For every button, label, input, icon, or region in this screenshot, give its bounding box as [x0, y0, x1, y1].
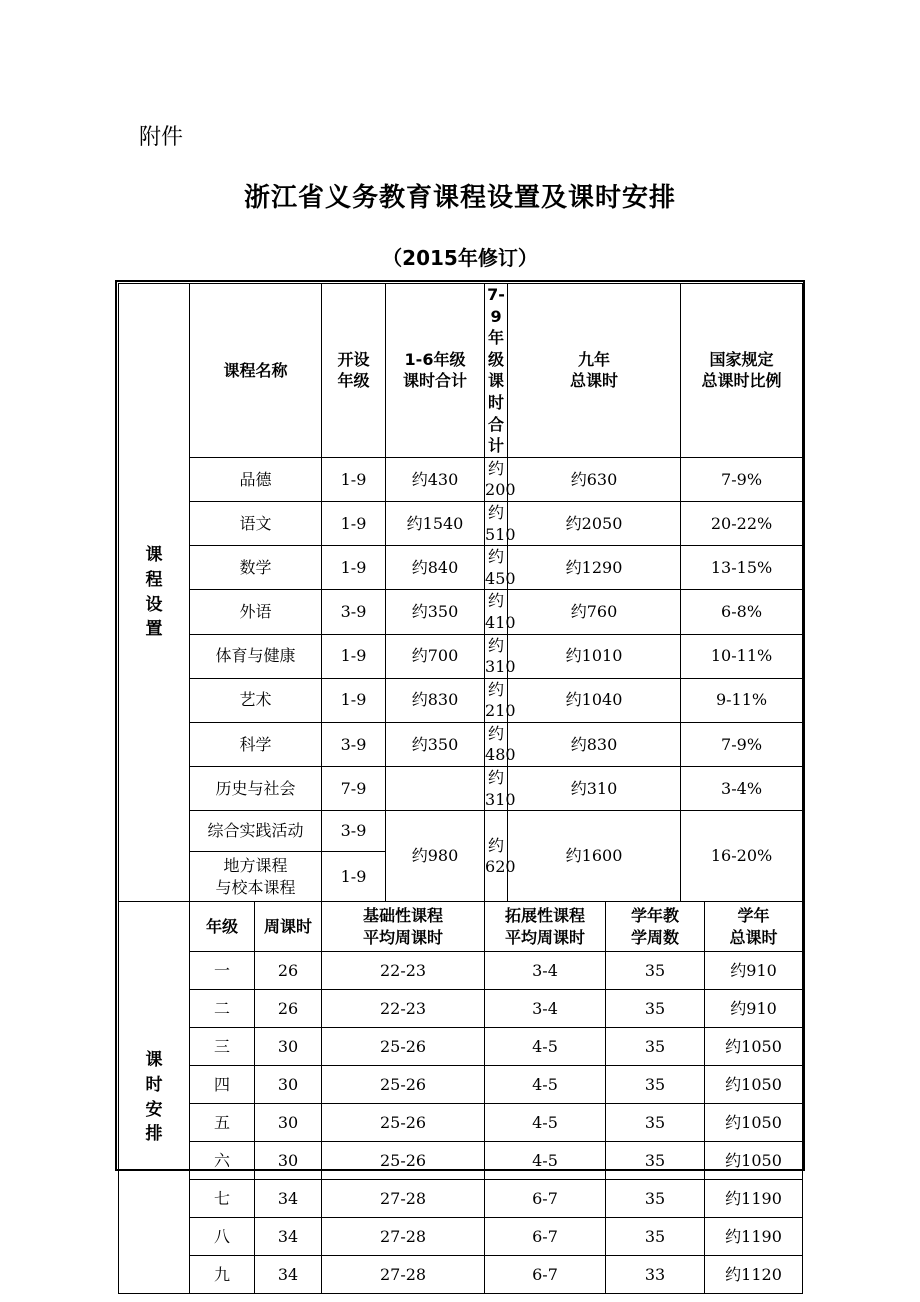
cell-national-ratio: 7-9%: [681, 722, 803, 766]
cell-teaching-weeks: 35: [606, 1180, 705, 1218]
attachment-label: 附件: [139, 125, 184, 150]
cell-extended-weekly-hours: 3-4: [485, 990, 606, 1028]
section-label-courses: [119, 284, 190, 902]
cell-weekly-hours: 26: [255, 990, 322, 1028]
header-national-ratio: 国家规定 总课时比例: [681, 284, 803, 458]
table-row: [119, 634, 803, 678]
header-total-hours-9yr: 九年 总课时: [508, 284, 681, 458]
cell-hours-grade-7-9: 约210: [485, 678, 508, 722]
cell-start-grade: 1-9: [322, 852, 386, 902]
cell-basic-weekly-hours: 25-26: [322, 1142, 485, 1180]
cell-basic-weekly-hours: 22-23: [322, 990, 485, 1028]
cell-extended-weekly-hours: 3-4: [485, 952, 606, 990]
table-row: [119, 501, 803, 545]
cell-hours-grade-1-6: 约430: [386, 457, 485, 501]
table-row: [119, 284, 803, 458]
cell-grade: 六: [190, 1142, 255, 1180]
cell-hours-grade-7-9: 约200: [485, 457, 508, 501]
header-extended-weekly-hours: 拓展性课程 平均周课时: [485, 902, 606, 952]
cell-grade: 三: [190, 1028, 255, 1066]
table-row: [119, 1028, 803, 1066]
cell-total-hours-9yr: 约830: [508, 722, 681, 766]
document-subtitle: （2015年修订）: [382, 246, 538, 270]
header-start-grade: 开设 年级: [322, 284, 386, 458]
cell-start-grade: 1-9: [322, 634, 386, 678]
cell-teaching-weeks: 35: [606, 1104, 705, 1142]
cell-weekly-hours: 30: [255, 1028, 322, 1066]
cell-annual-hours: 约1050: [705, 1104, 803, 1142]
cell-basic-weekly-hours: 22-23: [322, 952, 485, 990]
cell-weekly-hours: 34: [255, 1218, 322, 1256]
cell-hours-grade-1-6: 约350: [386, 590, 485, 634]
cell-course-name: 数学: [190, 546, 322, 590]
cell-hours-grade-7-9: 约510: [485, 501, 508, 545]
cell-total-hours-9yr: 约1600: [508, 811, 681, 902]
cell-total-hours-9yr: 约1010: [508, 634, 681, 678]
cell-start-grade: 1-9: [322, 678, 386, 722]
cell-annual-hours: 约1050: [705, 1142, 803, 1180]
table-row: [119, 722, 803, 766]
curriculum-table: [118, 283, 803, 1294]
table-row: [119, 590, 803, 634]
table-row: [119, 811, 803, 852]
section-label-courses-text: 课程设置: [145, 545, 163, 640]
table-row: [119, 546, 803, 590]
cell-total-hours-9yr: 约1290: [508, 546, 681, 590]
table-row: [119, 990, 803, 1028]
cell-course-name: 品德: [190, 457, 322, 501]
cell-grade: 四: [190, 1066, 255, 1104]
cell-course-name: 体育与健康: [190, 634, 322, 678]
table-row: [119, 767, 803, 811]
header-teaching-weeks: 学年教 学周数: [606, 902, 705, 952]
cell-start-grade: 1-9: [322, 546, 386, 590]
cell-total-hours-9yr: 约2050: [508, 501, 681, 545]
cell-hours-grade-1-6: 约830: [386, 678, 485, 722]
curriculum-table-frame: [115, 280, 805, 1284]
cell-start-grade: 1-9: [322, 457, 386, 501]
cell-start-grade: 7-9: [322, 767, 386, 811]
cell-annual-hours: 约910: [705, 990, 803, 1028]
cell-hours-grade-7-9: 约410: [485, 590, 508, 634]
cell-course-name: 地方课程 与校本课程: [190, 852, 322, 902]
table-row: [119, 1256, 803, 1294]
cell-national-ratio: 9-11%: [681, 678, 803, 722]
cell-national-ratio: 13-15%: [681, 546, 803, 590]
section-label-hours-text: 课时安排: [145, 1050, 163, 1145]
cell-course-name: 历史与社会: [190, 767, 322, 811]
header-hours-grade-1-6: 1-6年级 课时合计: [386, 284, 485, 458]
cell-grade: 八: [190, 1218, 255, 1256]
cell-total-hours-9yr: 约1040: [508, 678, 681, 722]
cell-extended-weekly-hours: 4-5: [485, 1028, 606, 1066]
cell-basic-weekly-hours: 27-28: [322, 1218, 485, 1256]
cell-teaching-weeks: 35: [606, 1028, 705, 1066]
cell-course-name: 科学: [190, 722, 322, 766]
cell-start-grade: 3-9: [322, 722, 386, 766]
header-weekly-hours: 周课时: [255, 902, 322, 952]
table-row: [119, 1180, 803, 1218]
cell-hours-grade-7-9: 约310: [485, 634, 508, 678]
table-row: [119, 457, 803, 501]
cell-annual-hours: 约1050: [705, 1028, 803, 1066]
cell-basic-weekly-hours: 25-26: [322, 1066, 485, 1104]
cell-basic-weekly-hours: 27-28: [322, 1256, 485, 1294]
cell-basic-weekly-hours: 27-28: [322, 1180, 485, 1218]
header-basic-weekly-hours: 基础性课程 平均周课时: [322, 902, 485, 952]
cell-weekly-hours: 26: [255, 952, 322, 990]
hours-arrangement-section: [119, 902, 803, 1294]
cell-hours-grade-7-9: 约620: [485, 811, 508, 902]
section-label-hours: [119, 902, 190, 1294]
cell-course-name: 艺术: [190, 678, 322, 722]
cell-start-grade: 3-9: [322, 811, 386, 852]
cell-basic-weekly-hours: 25-26: [322, 1104, 485, 1142]
header-course-name: 课程名称: [190, 284, 322, 458]
cell-total-hours-9yr: 约760: [508, 590, 681, 634]
cell-national-ratio: 10-11%: [681, 634, 803, 678]
cell-hours-grade-7-9: 约480: [485, 722, 508, 766]
cell-grade: 二: [190, 990, 255, 1028]
cell-national-ratio: 6-8%: [681, 590, 803, 634]
cell-hours-grade-1-6: 约350: [386, 722, 485, 766]
table-row: [119, 1104, 803, 1142]
header-grade: 年级: [190, 902, 255, 952]
header-annual-hours: 学年 总课时: [705, 902, 803, 952]
cell-national-ratio: 7-9%: [681, 457, 803, 501]
document-title: 浙江省义务教育课程设置及课时安排: [243, 183, 676, 213]
cell-grade: 五: [190, 1104, 255, 1142]
cell-hours-grade-1-6: 约980: [386, 811, 485, 902]
cell-weekly-hours: 34: [255, 1256, 322, 1294]
cell-hours-grade-1-6: 约700: [386, 634, 485, 678]
table-row: [119, 1066, 803, 1104]
cell-teaching-weeks: 35: [606, 1142, 705, 1180]
cell-course-name: 外语: [190, 590, 322, 634]
cell-hours-grade-1-6: 约1540: [386, 501, 485, 545]
cell-annual-hours: 约1120: [705, 1256, 803, 1294]
cell-start-grade: 1-9: [322, 501, 386, 545]
header-hours-grade-7-9: 7-9年级 课时合计: [485, 284, 508, 458]
table-row: [119, 1142, 803, 1180]
cell-teaching-weeks: 33: [606, 1256, 705, 1294]
cell-teaching-weeks: 35: [606, 1218, 705, 1256]
cell-start-grade: 3-9: [322, 590, 386, 634]
cell-annual-hours: 约1050: [705, 1066, 803, 1104]
table-row: [119, 952, 803, 990]
cell-course-name: 语文: [190, 501, 322, 545]
cell-annual-hours: 约1190: [705, 1180, 803, 1218]
cell-weekly-hours: 30: [255, 1066, 322, 1104]
cell-national-ratio: 16-20%: [681, 811, 803, 902]
cell-extended-weekly-hours: 6-7: [485, 1256, 606, 1294]
cell-grade: 七: [190, 1180, 255, 1218]
cell-extended-weekly-hours: 4-5: [485, 1104, 606, 1142]
cell-weekly-hours: 34: [255, 1180, 322, 1218]
cell-course-name: 综合实践活动: [190, 811, 322, 852]
cell-teaching-weeks: 35: [606, 990, 705, 1028]
cell-national-ratio: 20-22%: [681, 501, 803, 545]
cell-teaching-weeks: 35: [606, 1066, 705, 1104]
cell-annual-hours: 约1190: [705, 1218, 803, 1256]
cell-grade: 九: [190, 1256, 255, 1294]
cell-total-hours-9yr: 约310: [508, 767, 681, 811]
cell-annual-hours: 约910: [705, 952, 803, 990]
cell-extended-weekly-hours: 4-5: [485, 1066, 606, 1104]
cell-extended-weekly-hours: 4-5: [485, 1142, 606, 1180]
cell-weekly-hours: 30: [255, 1142, 322, 1180]
cell-total-hours-9yr: 约630: [508, 457, 681, 501]
cell-extended-weekly-hours: 6-7: [485, 1218, 606, 1256]
table-row: [119, 1218, 803, 1256]
cell-hours-grade-7-9: 约450: [485, 546, 508, 590]
cell-hours-grade-1-6: 约840: [386, 546, 485, 590]
table-row: [119, 678, 803, 722]
cell-hours-grade-1-6: [386, 767, 485, 811]
cell-hours-grade-7-9: 约310: [485, 767, 508, 811]
table-row: [119, 902, 803, 952]
cell-basic-weekly-hours: 25-26: [322, 1028, 485, 1066]
cell-national-ratio: 3-4%: [681, 767, 803, 811]
cell-grade: 一: [190, 952, 255, 990]
cell-extended-weekly-hours: 6-7: [485, 1180, 606, 1218]
cell-teaching-weeks: 35: [606, 952, 705, 990]
course-settings-section: [119, 284, 803, 902]
cell-weekly-hours: 30: [255, 1104, 322, 1142]
